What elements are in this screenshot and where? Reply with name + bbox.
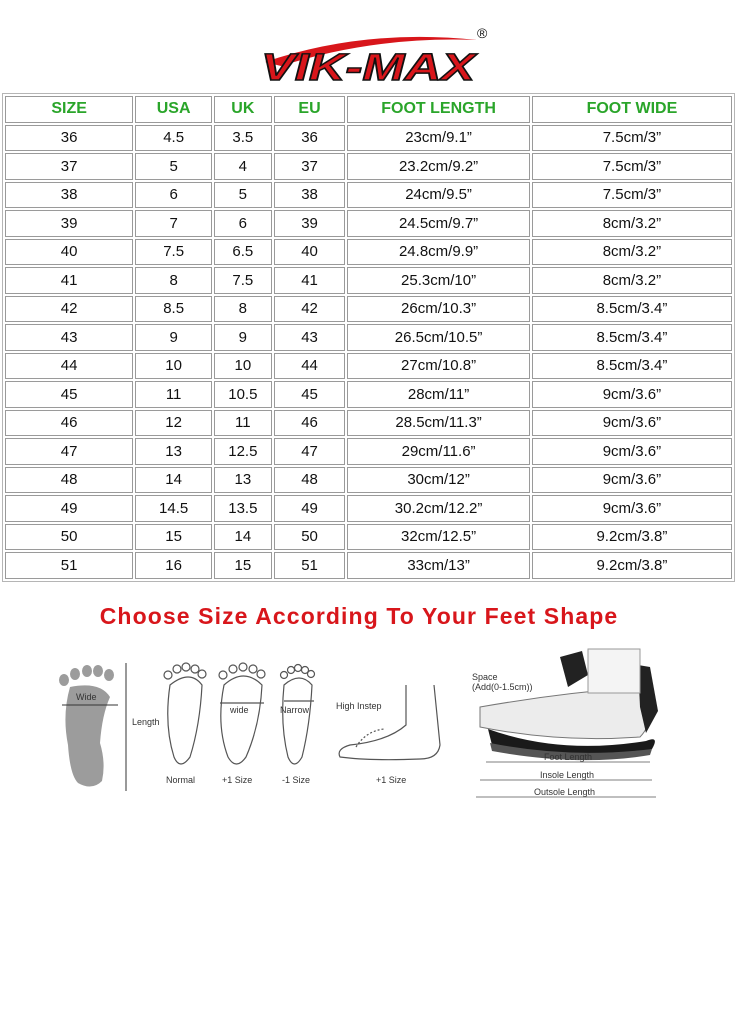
cell-uk: 10 <box>214 353 272 380</box>
cell-eu: 41 <box>274 267 346 294</box>
wide-label: Wide <box>76 692 97 702</box>
cell-uk: 11 <box>214 410 272 437</box>
high-instep-title: High Instep <box>336 701 382 711</box>
cell-usa: 7.5 <box>135 239 212 266</box>
cell-size: 51 <box>5 552 133 579</box>
cell-foot-wide: 9cm/3.6” <box>532 467 732 494</box>
cell-size: 37 <box>5 153 133 180</box>
cell-usa: 9 <box>135 324 212 351</box>
table-row <box>5 410 732 437</box>
cell-foot-length: 28.5cm/11.3” <box>347 410 529 437</box>
table-row <box>5 296 732 323</box>
cell-size: 39 <box>5 210 133 237</box>
cell-eu: 45 <box>274 381 346 408</box>
brand-logo <box>255 22 495 88</box>
cell-foot-wide: 8.5cm/3.4” <box>532 296 732 323</box>
cell-usa: 8 <box>135 267 212 294</box>
cell-size: 41 <box>5 267 133 294</box>
length-label: Length <box>132 717 160 727</box>
cell-foot-wide: 9cm/3.6” <box>532 381 732 408</box>
header-uk: UK <box>214 96 272 123</box>
table-row <box>5 524 732 551</box>
cell-uk: 10.5 <box>214 381 272 408</box>
cell-size: 38 <box>5 182 133 209</box>
table-row <box>5 153 732 180</box>
cell-size: 46 <box>5 410 133 437</box>
cell-foot-length: 24.5cm/9.7” <box>347 210 529 237</box>
cell-usa: 5 <box>135 153 212 180</box>
cell-uk: 13 <box>214 467 272 494</box>
cell-size: 43 <box>5 324 133 351</box>
table-row <box>5 267 732 294</box>
normal-caption: Normal <box>166 775 196 785</box>
cell-foot-wide: 9cm/3.6” <box>532 495 732 522</box>
header-foot-length: FOOT LENGTH <box>347 96 529 123</box>
cell-foot-wide: 7.5cm/3” <box>532 182 732 209</box>
cell-eu: 38 <box>274 182 346 209</box>
narrow-foot-label: Narrow <box>280 705 310 715</box>
cell-foot-length: 26.5cm/10.5” <box>347 324 529 351</box>
table-row <box>5 239 732 266</box>
wide-foot-label: wide <box>230 705 249 715</box>
space-label: Space <box>472 672 498 682</box>
cell-eu: 37 <box>274 153 346 180</box>
cell-usa: 14 <box>135 467 212 494</box>
instep-caption: +1 Size <box>376 775 407 785</box>
cell-eu: 50 <box>274 524 346 551</box>
cell-eu: 51 <box>274 552 346 579</box>
wide-caption: +1 Size <box>222 775 253 785</box>
cell-uk: 6 <box>214 210 272 237</box>
high-instep-foot-icon <box>339 685 440 760</box>
cell-foot-wide: 8.5cm/3.4” <box>532 353 732 380</box>
cell-usa: 16 <box>135 552 212 579</box>
table-row <box>5 353 732 380</box>
cell-eu: 39 <box>274 210 346 237</box>
space-note: (Add(0-1.5cm)) <box>472 682 533 692</box>
cell-eu: 40 <box>274 239 346 266</box>
cell-eu: 36 <box>274 125 346 152</box>
insole-length-label: Insole Length <box>540 770 595 780</box>
footprint-icon <box>59 663 126 791</box>
cell-size: 36 <box>5 125 133 152</box>
cell-usa: 6 <box>135 182 212 209</box>
cell-foot-length: 29cm/11.6” <box>347 438 529 465</box>
cell-eu: 43 <box>274 324 346 351</box>
cell-uk: 13.5 <box>214 495 272 522</box>
cell-uk: 12.5 <box>214 438 272 465</box>
cell-usa: 15 <box>135 524 212 551</box>
cell-foot-length: 26cm/10.3” <box>347 296 529 323</box>
cell-eu: 47 <box>274 438 346 465</box>
cell-uk: 14 <box>214 524 272 551</box>
table-body <box>5 125 732 579</box>
narrow-caption: -1 Size <box>282 775 311 785</box>
cell-uk: 8 <box>214 296 272 323</box>
cell-foot-length: 30cm/12” <box>347 467 529 494</box>
size-advice-headline: Choose Size According To Your Feet Shape <box>99 603 619 629</box>
cell-uk: 5 <box>214 182 272 209</box>
cell-foot-wide: 8cm/3.2” <box>532 267 732 294</box>
cell-foot-wide: 9cm/3.6” <box>532 410 732 437</box>
cell-size: 48 <box>5 467 133 494</box>
cell-foot-length: 24.8cm/9.9” <box>347 239 529 266</box>
cell-usa: 8.5 <box>135 296 212 323</box>
cell-foot-length: 30.2cm/12.2” <box>347 495 529 522</box>
cell-size: 42 <box>5 296 133 323</box>
cell-foot-length: 33cm/13” <box>347 552 529 579</box>
cell-size: 44 <box>5 353 133 380</box>
cell-foot-wide: 7.5cm/3” <box>532 153 732 180</box>
cell-size: 40 <box>5 239 133 266</box>
cell-uk: 7.5 <box>214 267 272 294</box>
normal-foot-icon <box>164 663 206 764</box>
cell-usa: 13 <box>135 438 212 465</box>
cell-foot-length: 28cm/11” <box>347 381 529 408</box>
cell-eu: 48 <box>274 467 346 494</box>
cell-eu: 46 <box>274 410 346 437</box>
cell-usa: 12 <box>135 410 212 437</box>
table-row <box>5 467 732 494</box>
cell-foot-wide: 9.2cm/3.8” <box>532 552 732 579</box>
cell-eu: 49 <box>274 495 346 522</box>
table-row <box>5 438 732 465</box>
cell-foot-length: 23.2cm/9.2” <box>347 153 529 180</box>
cell-foot-wide: 8cm/3.2” <box>532 239 732 266</box>
cell-eu: 44 <box>274 353 346 380</box>
cell-usa: 10 <box>135 353 212 380</box>
cell-size: 45 <box>5 381 133 408</box>
cell-foot-length: 23cm/9.1” <box>347 125 529 152</box>
cell-foot-wide: 9.2cm/3.8” <box>532 524 732 551</box>
cell-foot-wide: 9cm/3.6” <box>532 438 732 465</box>
cell-foot-wide: 8.5cm/3.4” <box>532 324 732 351</box>
cell-usa: 4.5 <box>135 125 212 152</box>
cell-foot-wide: 7.5cm/3” <box>532 125 732 152</box>
table-row <box>5 182 732 209</box>
cell-usa: 14.5 <box>135 495 212 522</box>
cell-usa: 11 <box>135 381 212 408</box>
table-row <box>5 324 732 351</box>
cell-uk: 3.5 <box>214 125 272 152</box>
table-row <box>5 125 732 152</box>
table-row <box>5 210 732 237</box>
foot-length-label: Foot Length <box>544 752 593 762</box>
cell-foot-length: 24cm/9.5” <box>347 182 529 209</box>
cell-uk: 9 <box>214 324 272 351</box>
cell-foot-length: 25.3cm/10” <box>347 267 529 294</box>
table-row <box>5 552 732 579</box>
foot-measurement-illustration <box>40 645 730 815</box>
header-size: SIZE <box>5 96 133 123</box>
cell-eu: 42 <box>274 296 346 323</box>
cell-size: 47 <box>5 438 133 465</box>
table-header-row <box>5 96 732 123</box>
header-usa: USA <box>135 96 212 123</box>
cell-foot-length: 32cm/12.5” <box>347 524 529 551</box>
cell-size: 49 <box>5 495 133 522</box>
logo-text: VIK-MAX <box>261 47 479 88</box>
cell-uk: 4 <box>214 153 272 180</box>
outsole-length-label: Outsole Length <box>534 787 596 797</box>
shoe-cross-section-icon <box>480 649 658 760</box>
cell-uk: 6.5 <box>214 239 272 266</box>
header-eu: EU <box>274 96 346 123</box>
table-row <box>5 495 732 522</box>
cell-size: 50 <box>5 524 133 551</box>
header-foot-wide: FOOT WIDE <box>532 96 732 123</box>
size-chart-table <box>2 93 735 582</box>
cell-foot-wide: 8cm/3.2” <box>532 210 732 237</box>
cell-foot-length: 27cm/10.8” <box>347 353 529 380</box>
registered-mark: ® <box>477 25 488 41</box>
table-row <box>5 381 732 408</box>
cell-uk: 15 <box>214 552 272 579</box>
cell-usa: 7 <box>135 210 212 237</box>
